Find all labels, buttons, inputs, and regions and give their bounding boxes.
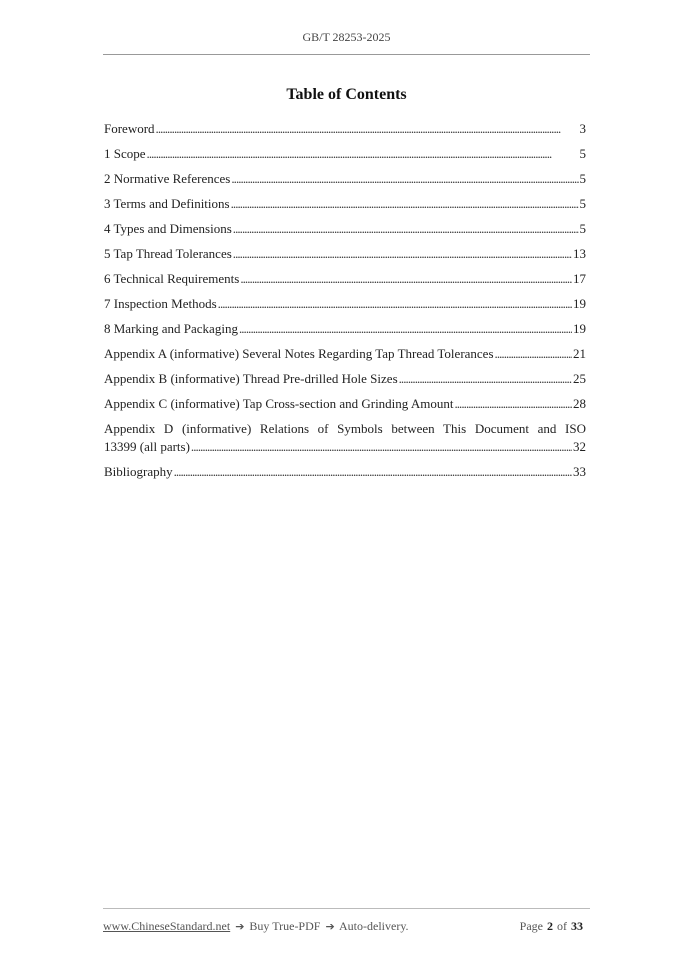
toc-entry-types-dimensions[interactable]: [104, 220, 586, 245]
toc-entry-inspection-methods[interactable]: [104, 295, 586, 320]
total-pages: 33: [571, 919, 583, 933]
toc-entry-label: Appendix C (informative) Tap Cross-section and Grinding Amount: [104, 396, 454, 411]
dot-leader: [231, 195, 579, 213]
toc-entry-page: 19: [573, 296, 586, 311]
toc-entry-page: 19: [573, 321, 586, 336]
page-word: Page: [519, 919, 543, 933]
toc-entry-page: 5: [579, 171, 586, 186]
toc-entry-page: 3: [579, 121, 586, 136]
footer-promo: [103, 919, 409, 934]
toc-entry-label: Appendix B (informative) Thread Pre-drilled Hole Sizes: [104, 371, 398, 386]
toc-entry-label: 3 Terms and Definitions: [104, 196, 230, 211]
right-arrow-icon: ➔: [235, 920, 245, 933]
dot-leader: [240, 270, 572, 288]
current-page: 2: [547, 919, 553, 933]
dot-leader: [233, 220, 579, 238]
toc-entry-foreword[interactable]: [104, 120, 586, 145]
footer-divider: [103, 908, 590, 909]
toc-entry-page: 5: [579, 146, 586, 161]
dot-leader: [454, 395, 572, 413]
dot-leader: [147, 145, 579, 163]
dot-leader: [231, 170, 578, 188]
toc-entry-appendix-c[interactable]: [104, 395, 586, 420]
dot-leader: [239, 320, 572, 338]
toc-entry-terms-definitions[interactable]: [104, 195, 586, 220]
toc-entry-label: 6 Technical Requirements: [104, 271, 240, 286]
header-divider: [103, 54, 590, 55]
toc-entry-label: Bibliography: [104, 464, 173, 479]
toc-entry-tap-thread-tolerances[interactable]: [104, 245, 586, 270]
table-of-contents: [104, 120, 586, 488]
site-link[interactable]: www.ChineseStandard.net: [103, 919, 231, 933]
toc-entry-technical-requirements[interactable]: [104, 270, 586, 295]
toc-entry-page: 13: [573, 246, 586, 261]
dot-leader: [495, 345, 572, 363]
dot-leader: [191, 438, 572, 456]
toc-entry-page: 5: [579, 221, 586, 236]
dot-leader: [218, 295, 572, 313]
toc-entry-page: 5: [579, 196, 586, 211]
page-of: of: [557, 919, 567, 933]
toc-entry-scope[interactable]: [104, 145, 586, 170]
toc-entry-label-line1: Appendix D (informative) Relations of Symbols between This Document and ISO: [104, 421, 586, 436]
dot-leader: [233, 245, 572, 263]
toc-entry-page: 28: [573, 396, 586, 411]
toc-entry-label: 8 Marking and Packaging: [104, 321, 238, 336]
toc-entry-appendix-b[interactable]: [104, 370, 586, 395]
toc-entry-label: 4 Types and Dimensions: [104, 221, 232, 236]
toc-entry-bibliography[interactable]: [104, 463, 586, 488]
dot-leader: [174, 463, 572, 481]
toc-entry-line2: [104, 438, 586, 456]
toc-entry-label: 7 Inspection Methods: [104, 296, 217, 311]
toc-entry-appendix-d[interactable]: [104, 420, 586, 456]
dot-leader: [399, 370, 572, 388]
toc-entry-page: 21: [573, 346, 586, 361]
page-title: Table of Contents: [286, 86, 407, 103]
toc-entry-label: 1 Scope: [104, 146, 146, 161]
toc-entry-label: 5 Tap Thread Tolerances: [104, 246, 232, 261]
page-footer: [103, 919, 587, 934]
buy-text: Buy True-PDF: [249, 919, 321, 933]
toc-entry-marking-packaging[interactable]: [104, 320, 586, 345]
toc-entry-page: 25: [573, 371, 586, 386]
toc-entry-normative-references[interactable]: [104, 170, 586, 195]
toc-entry-page: 33: [573, 464, 586, 479]
running-header: GB/T 28253-2025: [302, 30, 391, 44]
right-arrow-icon: ➔: [325, 920, 335, 933]
toc-entry-page: 17: [573, 271, 586, 286]
toc-entry-appendix-a[interactable]: [104, 345, 586, 370]
dot-leader: [156, 120, 579, 138]
page-number: [520, 919, 587, 934]
toc-entry-label: Appendix A (informative) Several Notes Regarding Tap Thread Tolerances: [104, 346, 494, 361]
toc-entry-label: 2 Normative References: [104, 171, 231, 186]
toc-entry-label: Foreword: [104, 121, 155, 136]
delivery-text: Auto-delivery.: [339, 919, 409, 933]
toc-entry-page: 32: [573, 439, 586, 454]
toc-entry-label-line2: 13399 (all parts): [104, 439, 190, 454]
